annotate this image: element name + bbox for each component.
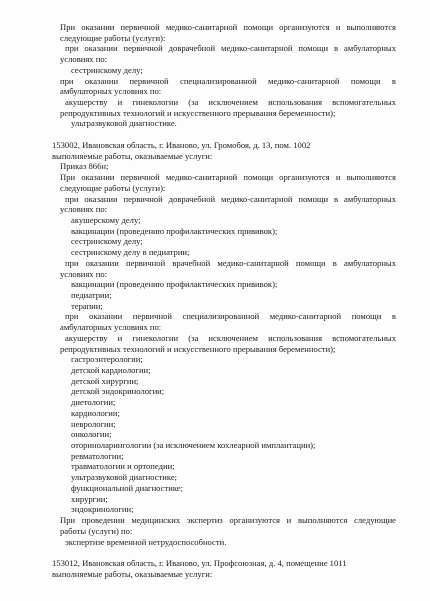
text-line: функциональной диагностике; bbox=[71, 482, 184, 493]
text-line: При оказании первичной медико-санитарной помощи организуются и выполняются bbox=[60, 22, 396, 32]
text-line: При оказании первичной медико-санитарной помощи организуются и выполняются bbox=[60, 172, 396, 183]
text-line: травматологии и ортопедии; bbox=[71, 461, 175, 472]
text-line: 153012, Ивановская область, г. Иваново, ул. Профсоюзная, д. 4, помещение 1011 bbox=[52, 557, 347, 568]
text-line: онкологии; bbox=[71, 429, 112, 440]
blank-line bbox=[52, 547, 396, 558]
text-line: выполняемые работы, оказываемые услуги: bbox=[52, 568, 213, 579]
text-line: экспертизе временной нетрудоспособности. bbox=[65, 536, 227, 547]
text-line: неврологии; bbox=[71, 418, 116, 429]
text-line: репродуктивных технологий и искусственного прерывания беременности); bbox=[60, 107, 336, 118]
text-line: терапии; bbox=[71, 300, 103, 311]
text-line: амбулаторных условиях по: bbox=[60, 86, 162, 97]
text-line: при оказании первичной специализированной медико-санитарной помощи в bbox=[65, 311, 396, 322]
text-line: условиях по: bbox=[60, 268, 108, 279]
text-line: сестринскому делу; bbox=[71, 236, 143, 247]
text-line: сестринскому делу; bbox=[71, 64, 143, 75]
text-line: вакцинации (проведению профилактических прививок); bbox=[71, 225, 278, 236]
text-line: эндокринологии; bbox=[71, 504, 134, 515]
text-line: диетологии; bbox=[71, 397, 116, 408]
text-line: вакцинации (проведению профилактических прививок); bbox=[71, 279, 278, 290]
text-line: Приказ 866н; bbox=[60, 161, 109, 172]
text-line: детской кардиологии; bbox=[71, 365, 151, 375]
text-line: При проведении медицинских экспертиз организуются и выполняются следующие bbox=[60, 515, 396, 526]
text-line: акушерскому делу; bbox=[71, 214, 141, 225]
text-line: при оказании первичной врачебной медико-санитарной помощи в амбулаторных bbox=[65, 257, 396, 268]
text-line: акушерству и гинекологии (за исключением использования вспомогательных bbox=[65, 97, 396, 108]
text-line: ревматологии; bbox=[71, 450, 124, 461]
text-line: детской эндокринологии; bbox=[71, 386, 165, 397]
text-line: условиях по: bbox=[60, 204, 108, 215]
text-line: выполняемые работы, оказываемые услуги: bbox=[52, 150, 213, 161]
text-line: детской хирургии; bbox=[71, 375, 139, 386]
text-line: следующие работы (услуги): bbox=[60, 32, 166, 43]
text-line: следующие работы (услуги): bbox=[60, 182, 166, 193]
blank-line bbox=[52, 129, 396, 140]
text-line: репродуктивных технологий и искусственного прерывания беременности); bbox=[60, 343, 336, 354]
text-line: амбулаторных условиях по: bbox=[60, 322, 162, 333]
text-line: 153002, Ивановская область, г. Иваново, ул. Громобоя, д. 13, пом. 1002 bbox=[52, 139, 311, 150]
text-line: работы (услуги) по: bbox=[60, 525, 133, 536]
text-line: при оказании первичной специализированной медико-санитарной помощи в bbox=[60, 75, 396, 86]
text-line: ультразвуковой диагностике. bbox=[71, 118, 177, 129]
text-line: акушерству и гинекологии (за исключением использования вспомогательных bbox=[65, 332, 396, 343]
text-line: при оказании первичной доврачебной медико-санитарной помощи в амбулаторных bbox=[65, 193, 396, 204]
text-line: условиях по: bbox=[60, 54, 108, 65]
text-line: ультразвуковой диагностике; bbox=[71, 472, 178, 483]
text-line: педиатрии; bbox=[71, 289, 112, 300]
text-line: гастроэнтерологии; bbox=[71, 354, 143, 365]
document-body bbox=[52, 22, 396, 579]
text-line: оториноларингологии (за исключением кохлеарной имплантации); bbox=[71, 440, 316, 451]
text-line: хирургии; bbox=[71, 493, 108, 504]
text-line: при оказании первичной доврачебной медико-санитарной помощи в амбулаторных bbox=[65, 43, 396, 54]
text-line: сестринскому делу в педиатрии; bbox=[71, 247, 190, 258]
text-line: кардиологии; bbox=[71, 407, 120, 418]
